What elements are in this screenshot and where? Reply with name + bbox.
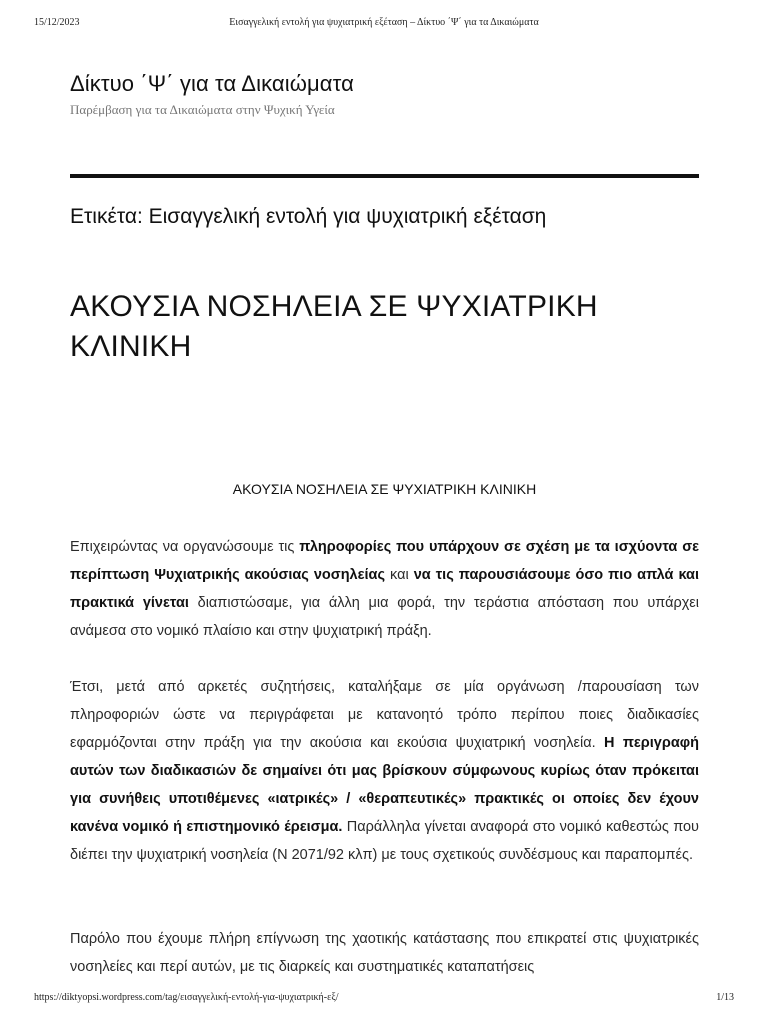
bold-text-run: να τις παρουσιάσουμε όσο πιο απλά και πρακτικά γίνεται [70, 567, 699, 611]
print-header [34, 17, 734, 31]
bold-text-run: Η περιγραφή αυτών των διαδικασιών δε σημαίνει ότι μας βρίσκουν σύμφωνους κυρίως όταν πρόκειται για συνήθεις υποτιθέμενες «ιατρικές» / «θεραπευτικές» πρακτικές οι οποίες δεν έχουν κανένα νομικό ή επιστημονικό έρεισμα. [70, 735, 699, 835]
post-title-link[interactable]: ΑΚΟΥΣΙΑ ΝΟΣΗΛΕΙΑ ΣΕ ΨΥΧΙΑΤΡΙΚΗ ΚΛΙΝΙΚΗ [70, 290, 598, 363]
text-run: Παρόλο που έχουμε πλήρη επίγνωση της χαοτικής κατάστασης που επικρατεί στις ψυχιατρικές νοσηλείες και περί αυτών, με τις διαρκείς και συστηματικές καταπατήσεις [70, 931, 699, 975]
post-paragraph [70, 925, 699, 981]
site-tagline: Παρέμβαση για τα Δικαιώματα στην Ψυχική Υγεία [70, 102, 335, 117]
print-page-title: Εισαγγελική εντολή για ψυχιατρική εξέταση – Δίκτυο ΄Ψ΄ για τα Δικαιώματα [229, 17, 539, 28]
text-run: Παράλληλα γίνεται αναφορά στο νομικό καθεστώς που διέπει την ψυχιατρική νοσηλεία (Ν 2071/92 κλπ) με τους σχετικούς συνδέσμους και παραπομπές. [70, 819, 699, 863]
print-page-number: 1/13 [716, 992, 734, 1003]
post-paragraph [70, 533, 699, 645]
site-title-link[interactable]: Δίκτυο ΄Ψ΄ για τα Δικαιώματα [70, 71, 354, 96]
print-footer [34, 992, 734, 1006]
text-run: Έτσι, μετά από αρκετές συζητήσεις, καταλήξαμε σε μία οργάνωση /παρουσίαση των πληροφοριών ώστε να περιγράφεται με κατανοητό τρόπο περίπου ποιες διαδικασίες εφαρμόζονται στην πράξη για την ακούσια και εκούσια ψυχιατρική νοσηλεία. [70, 679, 699, 751]
text-run: διαπιστώσαμε, για άλλη μια φορά, την τεράστια απόσταση που υπάρχει ανάμεσα στο νομικό πλαίσιο και στην ψυχιατρική πράξη. [70, 595, 699, 639]
bold-text-run: πληροφορίες που υπάρχουν σε σχέση με τα ισχύοντα σε περίπτωση Ψυχιατρικής ακούσιας νοσηλείας [70, 539, 699, 583]
archive-title: Ετικέτα: Εισαγγελική εντολή για ψυχιατρική εξέταση [70, 205, 547, 228]
text-run: και [385, 567, 414, 583]
header-divider [70, 174, 699, 178]
post-paragraph [70, 673, 699, 869]
print-date: 15/12/2023 [34, 17, 80, 28]
post-heading: ΑΚΟΥΣΙΑ ΝΟΣΗΛΕΙΑ ΣΕ ΨΥΧΙΑΤΡΙΚΗ ΚΛΙΝΙΚΗ [232, 481, 537, 497]
print-url: https://diktyopsi.wordpress.com/tag/εισαγγελική-εντολή-για-ψυχιατρική-εξ/ [34, 992, 339, 1003]
text-run: Επιχειρώντας να οργανώσουμε τις [70, 539, 300, 555]
